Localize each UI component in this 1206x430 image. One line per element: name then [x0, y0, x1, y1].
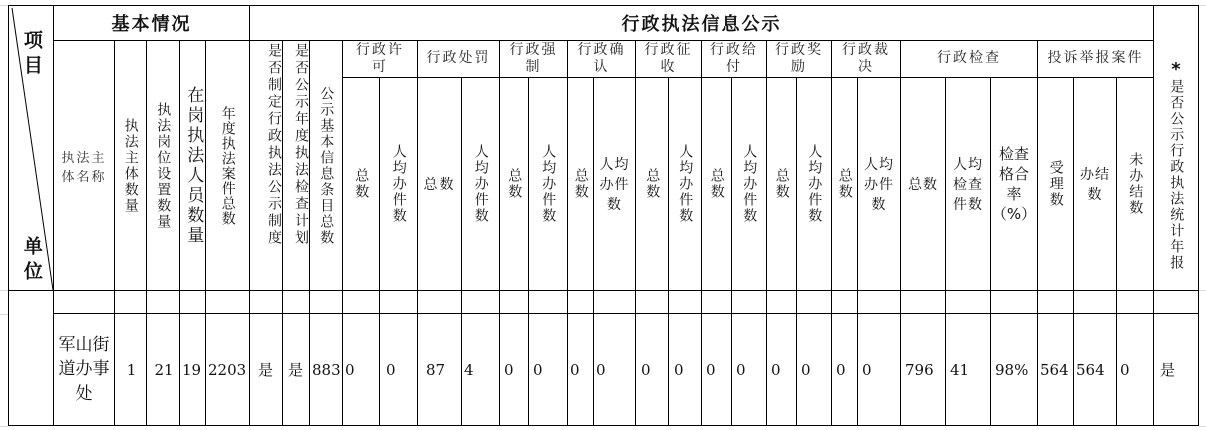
cell-complaint-closed: 564	[1076, 360, 1105, 379]
cell-levy-per: 0	[674, 360, 684, 379]
col-info-total: 公示基本信息条目总数	[318, 85, 335, 246]
col-posts-count: 执法岗位设置数量	[155, 101, 172, 230]
cell-confirm-per: 0	[596, 360, 606, 379]
sub-levy-total: 总数	[644, 168, 661, 200]
annual-report-label: 是否公示行政执法统计年报	[1168, 78, 1185, 271]
cell-reward-total: 0	[771, 360, 781, 379]
group-ruling: 行政裁决	[842, 41, 890, 75]
group-license: 行政许可	[356, 41, 404, 75]
col-annual-plan: 是否公示年度执法检查计划	[293, 43, 309, 247]
cell-ruling-per: 0	[862, 360, 872, 379]
group-complaint: 投诉举报案件	[1047, 50, 1144, 67]
sub-license-total: 总数	[353, 168, 370, 200]
cell-penalty-total: 87	[426, 360, 446, 379]
sub-levy-per: 人均办件数	[677, 144, 694, 224]
cell-coercion-total: 0	[504, 360, 514, 379]
star-marker: *	[1171, 58, 1181, 80]
cell-coercion-per: 0	[533, 360, 543, 379]
sub-complaint-accepted: 受理数	[1047, 160, 1064, 208]
cell-complaint-pending: 0	[1120, 360, 1130, 379]
cell-posts-count: 21	[154, 360, 174, 379]
cell-penalty-per: 4	[464, 360, 474, 379]
corner-label-unit: 单位	[20, 236, 43, 286]
group-penalty: 行政处罚	[426, 50, 491, 67]
sub-ruling-total: 总数	[836, 168, 853, 200]
sub-confirm-per: 人均办件数	[599, 157, 630, 213]
sub-inspection-per: 人均检查件数	[953, 157, 983, 213]
cell-ruling-total: 0	[836, 360, 846, 379]
group-reward: 行政奖励	[775, 41, 823, 75]
col-annual-cases: 年度执法案件总数	[219, 105, 236, 226]
sub-complaint-pending: 未办结数	[1127, 152, 1144, 216]
cell-payment-per: 0	[736, 360, 746, 379]
corner-label-item: 项目	[20, 30, 43, 80]
section-basic-info: 基本情况	[111, 14, 192, 35]
sub-reward-total: 总数	[773, 168, 790, 200]
cell-annual-report: 是	[1160, 361, 1176, 379]
cell-inspection-total: 796	[905, 360, 934, 379]
sub-license-per: 人均办件数	[390, 144, 407, 224]
sub-coercion-total: 总数	[506, 168, 523, 200]
sub-inspection-rate: 检查格合率（%）	[991, 144, 1037, 224]
col-annual-report	[1154, 41, 1198, 290]
sub-penalty-per: 人均办件数	[472, 144, 489, 224]
cell-system: 是	[258, 361, 274, 379]
sub-payment-per: 人均办件数	[741, 144, 758, 224]
cell-annual-cases: 2203	[208, 360, 247, 379]
cell-confirm-total: 0	[570, 360, 580, 379]
sub-payment-total: 总数	[708, 168, 725, 200]
cell-complaint-accepted: 564	[1040, 360, 1069, 379]
group-confirm: 行政确认	[577, 41, 626, 75]
sub-inspection-total: 总数	[908, 177, 938, 193]
cell-payment-total: 0	[706, 360, 716, 379]
col-subject-name: 执法主体名称	[61, 150, 107, 185]
section-public-info: 行政执法信息公示	[621, 14, 782, 35]
sub-ruling-per: 人均办件数	[864, 157, 894, 213]
col-publicity-system: 是否制定行政执法公示制度	[266, 43, 282, 247]
sub-complaint-closed: 办结数	[1080, 167, 1110, 203]
cell-inspection-rate: 98%	[995, 360, 1029, 379]
col-subject-count: 执法主体数量	[122, 117, 139, 214]
cell-onduty-count: 19	[182, 360, 202, 379]
cell-levy-total: 0	[641, 360, 651, 379]
group-coercion: 行政强制	[509, 41, 558, 75]
group-levy: 行政征收	[644, 41, 693, 75]
sub-coercion-per: 人均办件数	[540, 144, 557, 224]
sub-confirm-total: 总数	[572, 168, 589, 200]
sub-reward-per: 人均办件数	[806, 144, 823, 224]
row-unit-name: 军山街道办事处	[58, 334, 110, 404]
cell-license-per: 0	[386, 360, 396, 379]
cell-reward-per: 0	[801, 360, 811, 379]
cell-inspection-per: 41	[950, 360, 970, 379]
cell-license-total: 0	[345, 360, 355, 379]
group-payment: 行政给付	[710, 41, 758, 75]
cell-subject-count: 1	[126, 360, 137, 379]
cell-annual-plan: 是	[288, 361, 304, 379]
group-inspection: 行政检查	[937, 50, 1001, 67]
sub-penalty-total: 总数	[423, 177, 456, 193]
col-onduty-count: 在岗执法人员数量	[183, 85, 204, 246]
cell-info-total: 883	[312, 360, 341, 379]
